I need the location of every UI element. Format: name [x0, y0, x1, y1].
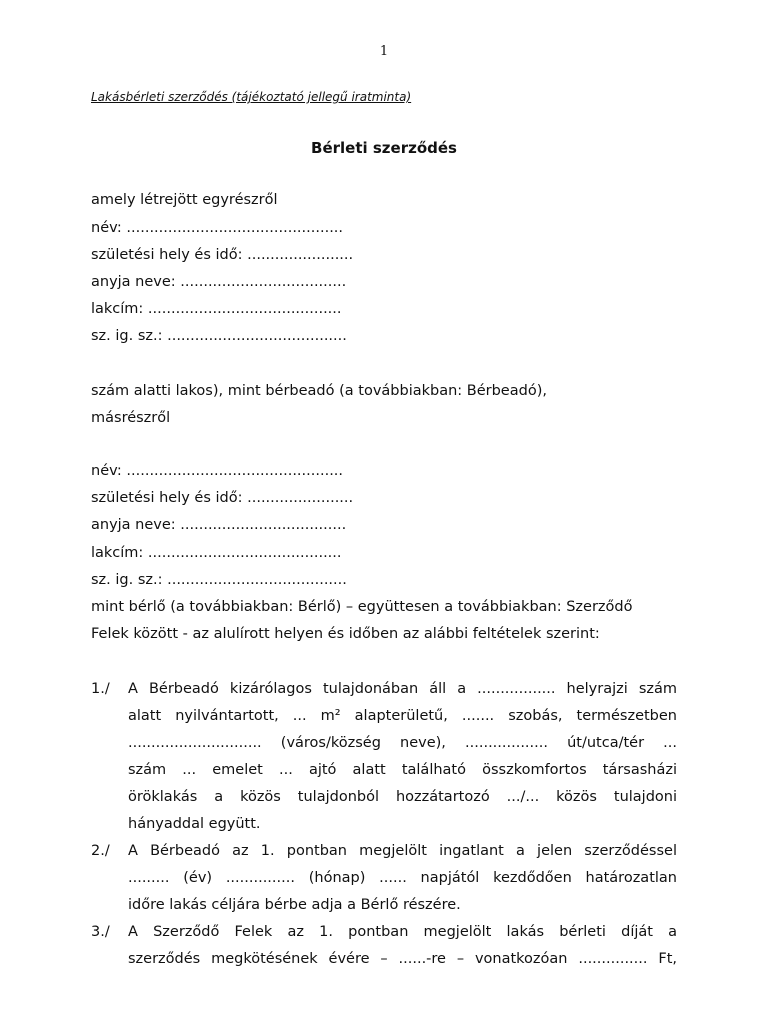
- party2-mother-field: anyja neve: ....................................: [91, 517, 347, 533]
- clause-1-line-6: hányaddal együtt.: [128, 816, 261, 832]
- party1-id-field: sz. ig. sz.: .......................................: [91, 328, 347, 344]
- clause-2-line-3: időre lakás céljára bérbe adja a Bérlő részére.: [128, 897, 461, 913]
- party2-role-line-1: mint bérlő (a továbbiakban: Bérlő) – együttesen a továbbiakban: Szerződő: [91, 599, 633, 615]
- clause-1-line-2: alatt nyilvántartott, ... m² alapterületű, ....... szobás, természetben: [128, 708, 677, 724]
- clause-3-number: 3./: [91, 924, 110, 940]
- document-subtitle: Lakásbérleti szerződés (tájékoztató jellegű iratminta): [91, 90, 412, 104]
- clause-1-line-5: öröklakás a közös tulajdonból hozzátartozó .../... közös tulajdoni: [128, 789, 677, 805]
- party2-birth-field: születési hely és idő: .......................: [91, 490, 354, 506]
- clause-3-line-2: szerződés megkötésének évére – ......-re – vonatkozóan ............... Ft,: [128, 951, 677, 967]
- party2-name-field: név: ...............................................: [91, 463, 344, 479]
- clause-1-line-1: A Bérbeadó kizárólagos tulajdonában áll a ................. helyrajzi szám: [128, 681, 677, 697]
- page-number: 1: [379, 44, 389, 59]
- clause-2-line-1: A Bérbeadó az 1. pontban megjelölt ingatlant a jelen szerződéssel: [128, 843, 677, 859]
- clause-3-line-1: A Szerződő Felek az 1. pontban megjelölt lakás bérleti díját a: [128, 924, 677, 940]
- party1-mother-field: anyja neve: ....................................: [91, 274, 347, 290]
- clause-1-line-4: szám ... emelet ... ajtó alatt található összkomfortos társasházi: [128, 762, 677, 778]
- clause-1-line-3: ............................. (város/község neve), .................. út/utca/tér ...: [128, 735, 677, 751]
- clause-2-number: 2./: [91, 843, 110, 859]
- party1-birth-field: születési hely és idő: .......................: [91, 247, 354, 263]
- party2-id-field: sz. ig. sz.: .......................................: [91, 572, 347, 588]
- intro-line: amely létrejött egyrészről: [91, 192, 278, 208]
- party1-name-field: név: ...............................................: [91, 220, 344, 236]
- party1-address-field: lakcím: ..........................................: [91, 301, 342, 317]
- other-side-line: másrészről: [91, 410, 171, 426]
- party1-role-line: szám alatti lakos), mint bérbeadó (a továbbiakban: Bérbeadó),: [91, 383, 547, 399]
- party2-role-line-2: Felek között - az alulírott helyen és időben az alábbi feltételek szerint:: [91, 626, 600, 642]
- clause-2-line-2: ......... (év) ............... (hónap) ...... napjától kezdődően határozatlan: [128, 870, 677, 886]
- clause-1-number: 1./: [91, 681, 110, 697]
- document-title: Bérleti szerződés: [311, 139, 457, 157]
- party2-address-field: lakcím: ..........................................: [91, 545, 342, 561]
